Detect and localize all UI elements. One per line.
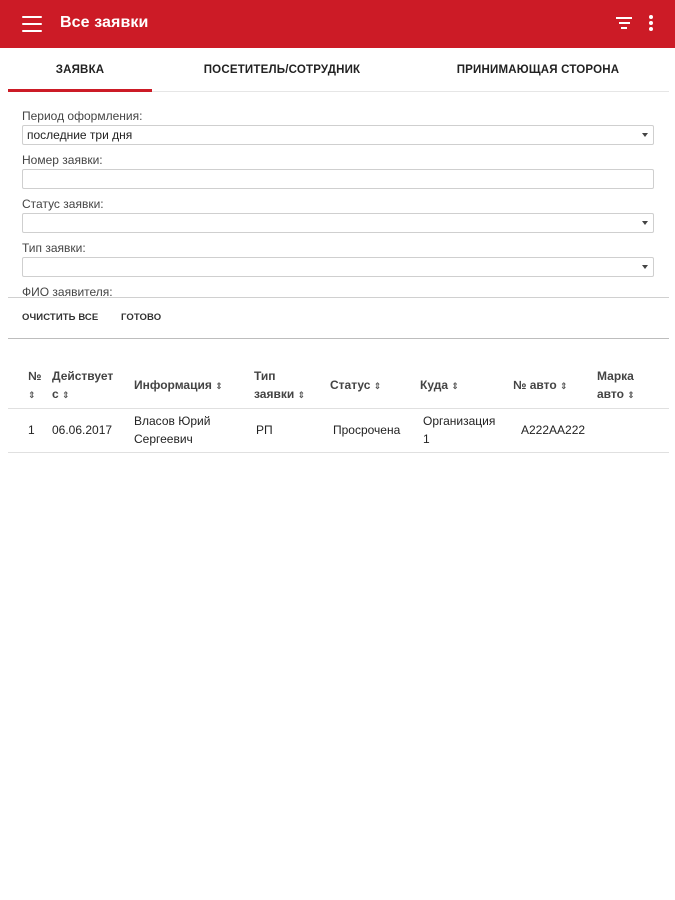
type-select[interactable]: [22, 257, 654, 277]
type-label: Тип заявки:: [22, 241, 86, 255]
dropdown-arrow-icon: [642, 221, 648, 225]
tab-visitor-employee[interactable]: ПОСЕТИТЕЛЬ/СОТРУДНИК: [203, 64, 361, 76]
filter-icon[interactable]: [615, 17, 633, 31]
cell-info: Власов Юрий Сергеевич: [134, 408, 254, 452]
done-button[interactable]: ГОТОВО: [121, 312, 162, 323]
column-header-number[interactable]: № ⇕: [28, 369, 42, 401]
sort-icon: ⇕: [627, 390, 635, 401]
period-select[interactable]: [22, 125, 654, 145]
sort-icon: ⇕: [451, 381, 459, 392]
dropdown-arrow-icon: [642, 133, 648, 137]
cell-status: Просрочена: [330, 408, 420, 452]
tab-bar: [8, 48, 669, 92]
column-header-info[interactable]: Информация ⇕: [134, 378, 223, 393]
applicant-label: ФИО заявителя:: [22, 285, 113, 298]
table-row[interactable]: [8, 408, 669, 452]
tab-request[interactable]: ЗАЯВКА: [55, 64, 105, 76]
period-select-value: последние три дня: [27, 128, 133, 142]
sort-icon: ⇕: [215, 381, 223, 392]
request-number-label: Номер заявки:: [22, 153, 103, 167]
column-header-valid-from[interactable]: Действует с ⇕: [52, 369, 114, 402]
request-number-input[interactable]: [22, 169, 654, 189]
more-vert-icon[interactable]: [647, 15, 655, 33]
column-header-car-number[interactable]: № авто ⇕: [513, 378, 568, 393]
filter-actions: [8, 298, 669, 339]
app-bar: [0, 0, 675, 48]
dropdown-arrow-icon: [642, 265, 648, 269]
status-select[interactable]: [22, 213, 654, 233]
hamburger-menu-icon[interactable]: [22, 16, 42, 32]
table-header-row: [8, 364, 669, 408]
column-header-car-brand[interactable]: Марка авто ⇕: [597, 369, 635, 402]
cell-type: РП: [254, 408, 330, 452]
page-title: Все заявки: [60, 14, 149, 31]
sort-icon: ⇕: [28, 390, 36, 401]
sort-icon: ⇕: [373, 381, 382, 392]
tab-host-side[interactable]: ПРИНИМАЮЩАЯ СТОРОНА: [456, 64, 620, 76]
cell-car-brand: [597, 408, 669, 452]
period-label: Период оформления:: [22, 109, 143, 123]
clear-all-button[interactable]: ОЧИСТИТЬ ВСЕ: [22, 312, 99, 323]
column-header-type[interactable]: Тип заявки ⇕: [254, 369, 306, 402]
cell-car-number: А222АА222: [513, 408, 597, 452]
sort-icon: ⇕: [62, 390, 70, 401]
cell-number: 1: [8, 408, 52, 452]
status-label: Статус заявки:: [22, 197, 104, 211]
requests-table: [8, 364, 669, 453]
cell-valid-from: 06.06.2017: [52, 408, 134, 452]
sort-icon: ⇕: [297, 390, 306, 401]
sort-icon: ⇕: [560, 381, 568, 392]
column-header-status[interactable]: Статус ⇕: [330, 378, 382, 393]
column-header-destination[interactable]: Куда ⇕: [420, 378, 459, 393]
cell-destination: Организация 1: [420, 408, 513, 452]
filter-panel: [8, 92, 669, 298]
